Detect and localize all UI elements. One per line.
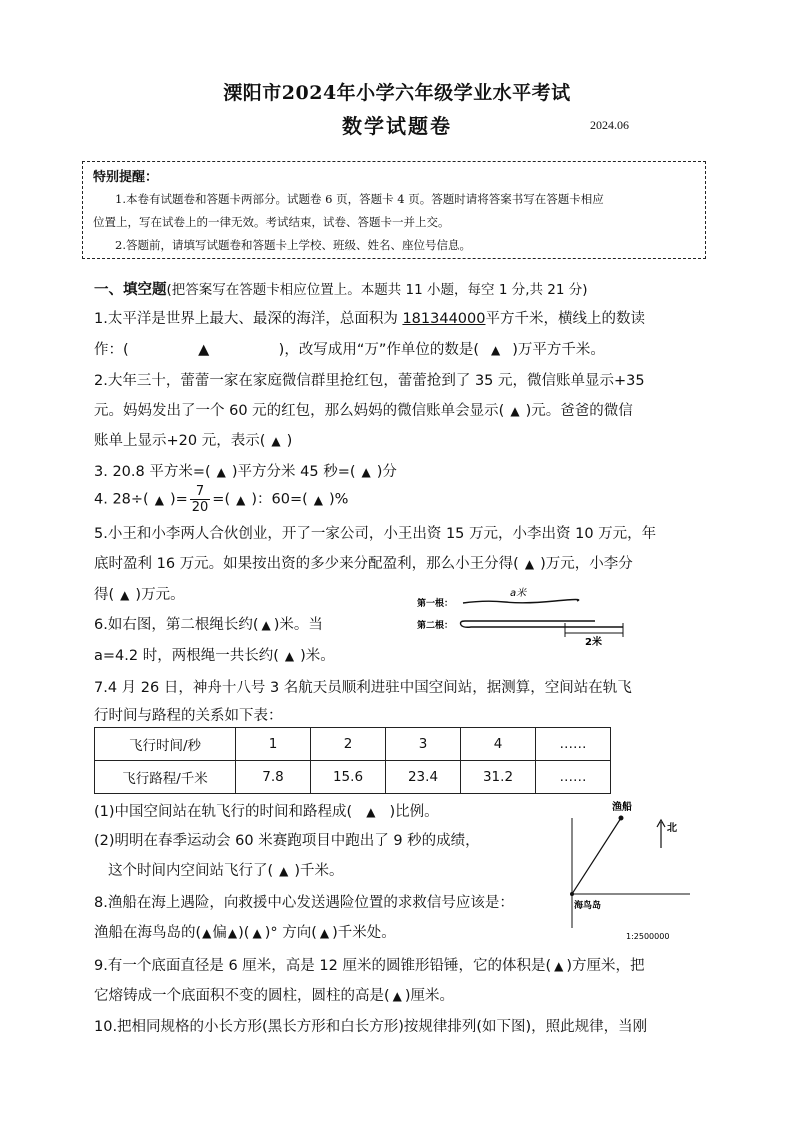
answer-blank[interactable]: ▲ — [319, 926, 330, 940]
q7-part-2-line-1: (2)明明在春季运动会 60 米赛跑项目中跑出了 9 秒的成绩， — [94, 833, 480, 849]
table-cell: 15.6 — [311, 761, 386, 794]
q8-text-e: )千米处。 — [332, 925, 396, 941]
q5-text-d: )万元。 — [135, 587, 185, 603]
q7-line-2: 行时间与路程的关系如下表： — [94, 708, 283, 724]
q1-text-e: )万平方千米。 — [512, 342, 605, 358]
q3-text-c: )分 — [376, 464, 397, 480]
table-row-header: 飞行时间/秒 — [95, 728, 236, 761]
section-1-instruction: (把答案写在答题卡相应位置上。本题共 11 小题，每空 1 分,共 21 分) — [166, 282, 588, 298]
q7-line-1: 7.4 月 26 日，神舟十八号 3 名航天员顺利进驻中国空间站，据测算，空间站在轨飞 — [94, 680, 632, 696]
table-row — [95, 728, 611, 761]
answer-blank[interactable]: ▲ — [313, 492, 323, 507]
q5-line-3 — [94, 583, 185, 604]
answer-blank[interactable]: ▲ — [202, 926, 212, 940]
table-row — [95, 761, 611, 794]
q2-text-d: ) — [286, 433, 293, 449]
q9-text-a: 9.有一个底面直径是 6 厘米，高是 12 厘米的圆锥形铅锤，它的体积是( — [94, 958, 552, 974]
q3-text-a: 3. 20.8 平方米=( — [94, 464, 211, 480]
answer-blank[interactable]: ▲ — [154, 492, 164, 507]
q6-text-b: )米。当 — [273, 617, 323, 633]
q4-line — [94, 484, 348, 515]
answer-blank[interactable]: ▲ — [227, 926, 238, 940]
q7-text-d: )千米。 — [294, 863, 344, 879]
q6-text-c: a=4.2 时，两根绳一共长约( — [94, 648, 279, 664]
rope-figure — [415, 585, 635, 647]
q1-text-c: 作：( — [94, 342, 129, 358]
direction-map-figure — [560, 796, 700, 946]
q8-text-d: )° 方向( — [264, 925, 317, 941]
answer-blank[interactable]: ▲ — [524, 557, 535, 571]
q8-line-1: 8.渔船在海上遇险，向救援中心发送遇险位置的求救信号应该是： — [94, 895, 514, 911]
q5-text-a: 底时盈利 16 万元。如果按出资的多少来分配盈利，那么小王分得( — [94, 556, 519, 572]
fraction-denominator: 20 — [191, 500, 209, 515]
q3-line — [94, 460, 397, 481]
answer-blank[interactable]: ▲ — [392, 989, 402, 1003]
flight-data-table — [94, 727, 611, 794]
answer-blank[interactable]: ▲ — [261, 618, 271, 632]
fraction — [190, 484, 211, 515]
q9-text-d: )厘米。 — [404, 988, 455, 1004]
q6-line-1 — [94, 613, 323, 634]
q7-text-c: 这个时间内空间站飞行了( — [108, 863, 274, 879]
scale-label: 1:2500000 — [626, 932, 670, 941]
q1-text-a: 1.太平洋是世界上最大、最深的海洋，总面积为 — [94, 311, 403, 327]
q1-underlined-number: 181344000 — [402, 311, 486, 327]
q5-text-b: )万元，小李分 — [540, 556, 633, 572]
q8-line-2 — [94, 921, 396, 942]
answer-blank[interactable]: ▲ — [198, 342, 210, 358]
rope-1-label: 第一根： — [417, 599, 454, 609]
island-point — [570, 892, 574, 896]
rope-2-label: 第二根： — [417, 621, 454, 631]
q2-line-2 — [94, 399, 633, 420]
q6-line-2 — [94, 644, 335, 665]
answer-blank[interactable]: ▲ — [361, 465, 371, 479]
rope-1-line — [463, 600, 579, 604]
answer-blank[interactable]: ▲ — [236, 492, 246, 507]
rope-2-line-lower — [461, 625, 623, 627]
q9-text-c: 它熔铸成一个底面积不变的圆柱，圆柱的高是( — [94, 988, 390, 1004]
exam-date: 2024.06 — [590, 118, 629, 132]
table-cell: 2 — [311, 728, 386, 761]
q4-text-d: )：60=( — [251, 491, 308, 508]
q9-line-1 — [94, 954, 645, 975]
fraction-numerator: 7 — [190, 484, 211, 500]
boat-label: 渔船 — [612, 802, 632, 813]
notice-item-1-line-2: 位置上，写在试卷上的一律无效。考试结束，试卷、答题卡一并上交。 — [93, 215, 450, 229]
q8-text-b: 偏 — [212, 925, 227, 941]
table-cell: 7.8 — [236, 761, 311, 794]
section-1-heading — [94, 278, 588, 299]
rope-a-label: a米 — [510, 588, 527, 599]
section-1-title: 一、填空题 — [94, 282, 167, 298]
table-cell: 4 — [461, 728, 536, 761]
q8-text-c: )( — [238, 925, 250, 941]
answer-blank[interactable]: ▲ — [366, 805, 376, 819]
rope-2-line — [461, 621, 596, 625]
island-label: 海鸟岛 — [574, 901, 602, 911]
notice-box — [82, 161, 706, 259]
answer-blank[interactable]: ▲ — [120, 588, 130, 602]
q6-text-a: 6.如右图，第二根绳长约( — [94, 617, 259, 633]
q3-text-b: )平方分米 45 秒=( — [231, 464, 356, 480]
table-cell: 1 — [236, 728, 311, 761]
q2-text-c: 账单上显示+20 元，表示( — [94, 433, 266, 449]
q5-line-2 — [94, 552, 633, 573]
q2-line-1: 2.大年三十，蕾蕾一家在家庭微信群里抢红包，蕾蕾抢到了 35 元，微信账单显示+35 — [94, 373, 645, 389]
q9-line-2 — [94, 984, 454, 1005]
q6-text-d: )米。 — [300, 648, 335, 664]
table-row-header: 飞行路程/千米 — [95, 761, 236, 794]
notice-title: 特别提醒： — [93, 170, 159, 185]
q7-text-a: (1)中国空间站在轨飞行的时间和路程成( — [94, 804, 353, 820]
answer-blank[interactable]: ▲ — [271, 434, 281, 448]
q2-line-3 — [94, 429, 292, 450]
q1-text-d: )，改写成用“万”作单位的数是( — [278, 342, 480, 358]
q7-part-1 — [94, 800, 439, 821]
answer-blank[interactable]: ▲ — [491, 343, 501, 357]
answer-blank[interactable]: ▲ — [216, 465, 226, 479]
q1-line-1 — [94, 307, 645, 328]
answer-blank[interactable]: ▲ — [279, 864, 289, 878]
q4-text-e: )% — [329, 491, 349, 508]
north-label: 北 — [667, 823, 677, 834]
q10-line-1: 10.把相同规格的小长方形(黑长方形和白长方形)按规律排列(如下图)，照此规律，当刚 — [94, 1019, 648, 1035]
q5-line-1: 5.小王和小李两人合伙创业，开了一家公司，小王出资 15 万元，小李出资 10 万元，年 — [94, 526, 657, 542]
answer-blank[interactable]: ▲ — [252, 926, 262, 940]
rope-2m-label: 2米 — [585, 637, 602, 647]
exam-subtitle: 数学试题卷 — [342, 114, 452, 138]
q7-part-2-line-2 — [108, 859, 344, 880]
table-cell: 23.4 — [386, 761, 461, 794]
q4-text-b: )= — [169, 491, 188, 508]
notice-item-2: 2.答题前，请填写试题卷和答题卡上学校、班级、姓名、座位号信息。 — [115, 238, 471, 252]
exam-title: 溧阳市2024年小学六年级学业水平考试 — [223, 82, 571, 104]
table-cell: …… — [536, 728, 611, 761]
q7-text-b: )比例。 — [389, 804, 439, 820]
direction-line — [572, 818, 621, 894]
q1-line-2 — [94, 338, 605, 359]
q4-text-a: 4. 28÷( — [94, 491, 149, 508]
notice-item-1-line-1: 1.本卷有试题卷和答题卡两部分。试题卷 6 页，答题卡 4 页。答题时请将答案书写在答题卡相应 — [115, 192, 604, 206]
answer-blank[interactable]: ▲ — [284, 649, 295, 663]
table-cell: 31.2 — [461, 761, 536, 794]
q4-text-c: =( — [212, 491, 231, 508]
q2-text-b: )元。爸爸的微信 — [525, 403, 633, 419]
answer-blank[interactable]: ▲ — [510, 404, 520, 418]
q1-text-b: 平方千米，横线上的数读 — [485, 311, 645, 327]
q8-text-a: 渔船在海鸟岛的( — [94, 925, 202, 941]
answer-blank[interactable]: ▲ — [554, 959, 564, 973]
q2-text-a: 元。妈妈发出了一个 60 元的红包，那么妈妈的微信账单会显示( — [94, 403, 505, 419]
table-cell: …… — [536, 761, 611, 794]
table-cell: 3 — [386, 728, 461, 761]
q5-text-c: 得( — [94, 587, 115, 603]
q9-text-b: )方厘米，把 — [566, 958, 645, 974]
